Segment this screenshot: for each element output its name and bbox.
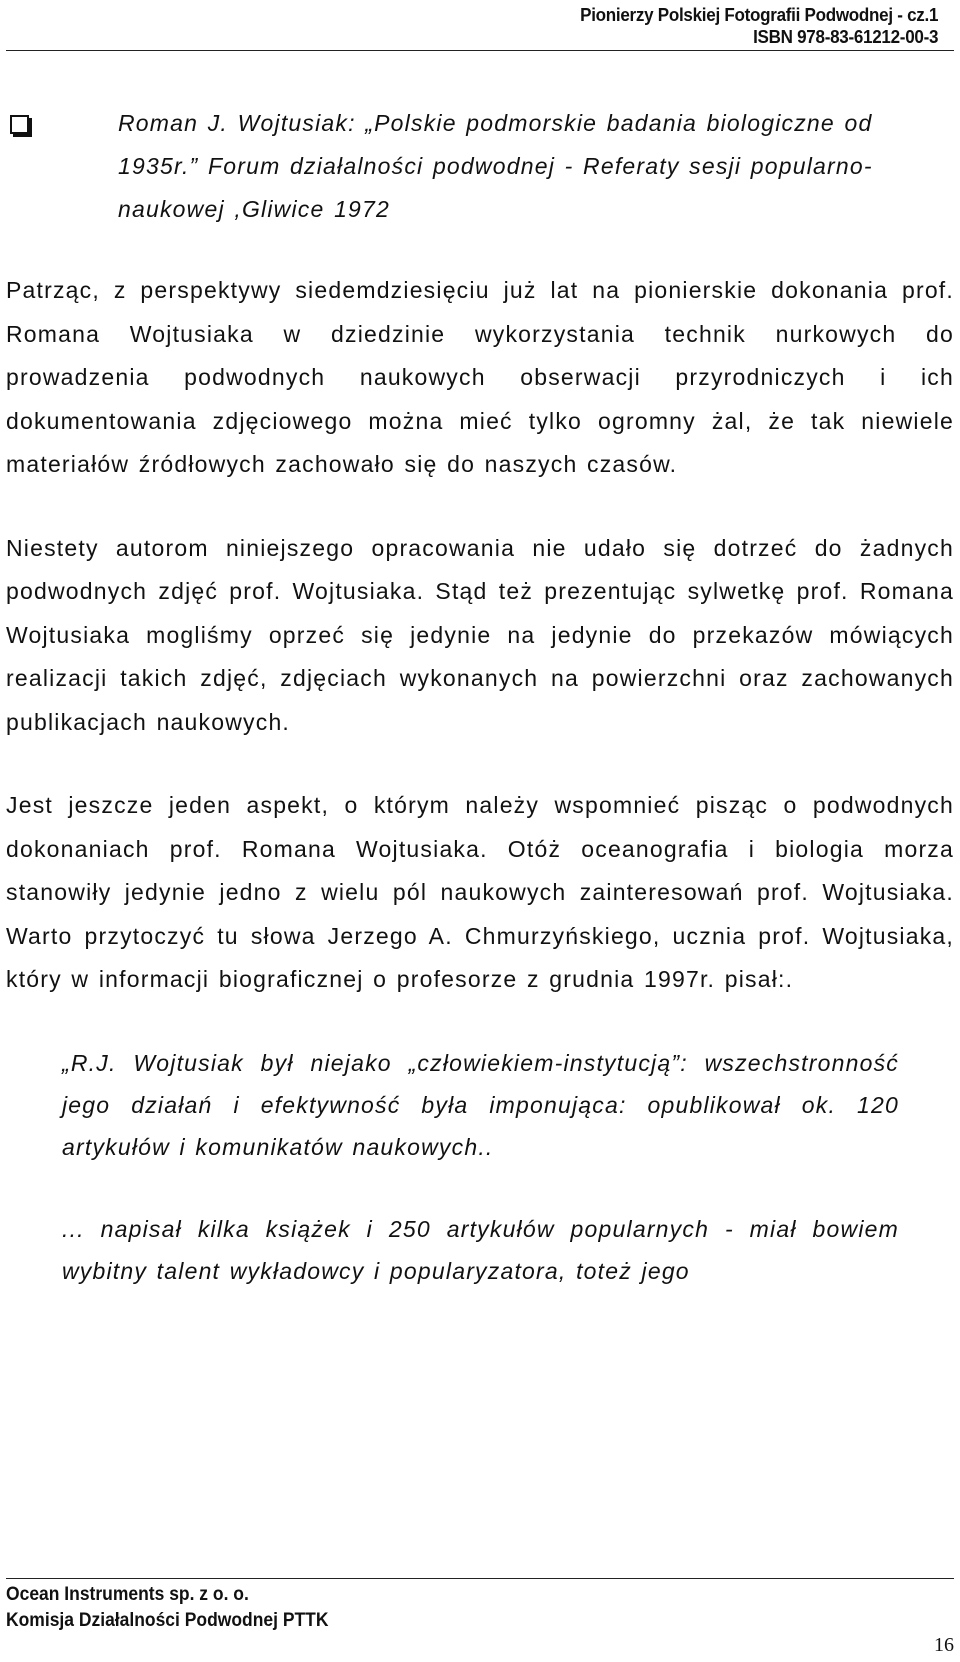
footer-company: Ocean Instruments sp. z o. o. — [6, 1584, 249, 1605]
checkbox-icon — [10, 115, 29, 134]
paragraph-1: Patrząc, z perspektywy siedemdziesięciu już lat na pionierskie dokonania prof. Romana Wojtusiaka w dziedzinie wykorzystania technik nurkowych do prowadzenia podwodnych naukowych obserwacji przyrodniczych i ich dokumentowania zdjęciowego można mieć tylko ogromny żal, że tak niewiele materiałów źródłowych zachowało się do naszych czasów. — [6, 277, 954, 477]
paragraph-3: Jest jeszcze jeden aspekt, o którym należy wspomnieć pisząc o podwodnych dokonaniach prof. Romana Wojtusiaka. Otóż oceanografia i biologia morza stanowiły jedynie jedno z wielu pól naukowych zainteresowań prof. Wojtusiaka. Warto przytoczyć tu słowa Jerzego A. Chmurzyńskiego, ucznia prof. Wojtusiaka, który w informacji biograficznej o profesorze z grudnia 1997r. pisał:. — [6, 792, 954, 992]
quote-2: ... napisał kilka książek i 250 artykułów popularnych - miał bowiem wybitny talent wykładowcy i popularyzatora, toteż jego — [62, 1215, 899, 1284]
header-divider — [6, 50, 954, 51]
page-number: 16 — [934, 1634, 954, 1656]
page-footer — [6, 1582, 328, 1634]
footer-commission: Komisja Działalności Podwodnej PTTK — [6, 1610, 329, 1631]
bibliography-text: Roman J. Wojtusiak: „Polskie podmorskie badania biologiczne od 1935r.” Forum działalności podwodnej - Referaty sesji popularno-naukowej ,Gliwice 1972 — [118, 110, 873, 222]
page-header — [580, 4, 938, 48]
header-title: Pionierzy Polskiej Fotografii Podwodnej - cz.1 — [579, 4, 938, 25]
page-content — [6, 102, 954, 1315]
footer-divider — [6, 1578, 954, 1579]
header-isbn: ISBN 978-83-61212-00-3 — [752, 26, 938, 47]
paragraph-2: Niestety autorom niniejszego opracowania nie udało się dotrzeć do żadnych podwodnych zdjęć prof. Wojtusiaka. Stąd też prezentując sylwetkę prof. Romana Wojtusiaka mogliśmy oprzeć się jedynie na jedynie do przekazów mówiących realizacji takich zdjęć, zdjęciach wykonanych na powierzchni oraz zachowanych publikacjach naukowych. — [6, 534, 954, 735]
quote-1: „R.J. Wojtusiak był niejako „człowiekiem-instytucją”: wszechstronność jego działań i efektywność była imponująca: opublikował ok. 120 artykułów i komunikatów naukowych.. — [62, 1049, 899, 1160]
bibliography-entry — [6, 102, 954, 231]
